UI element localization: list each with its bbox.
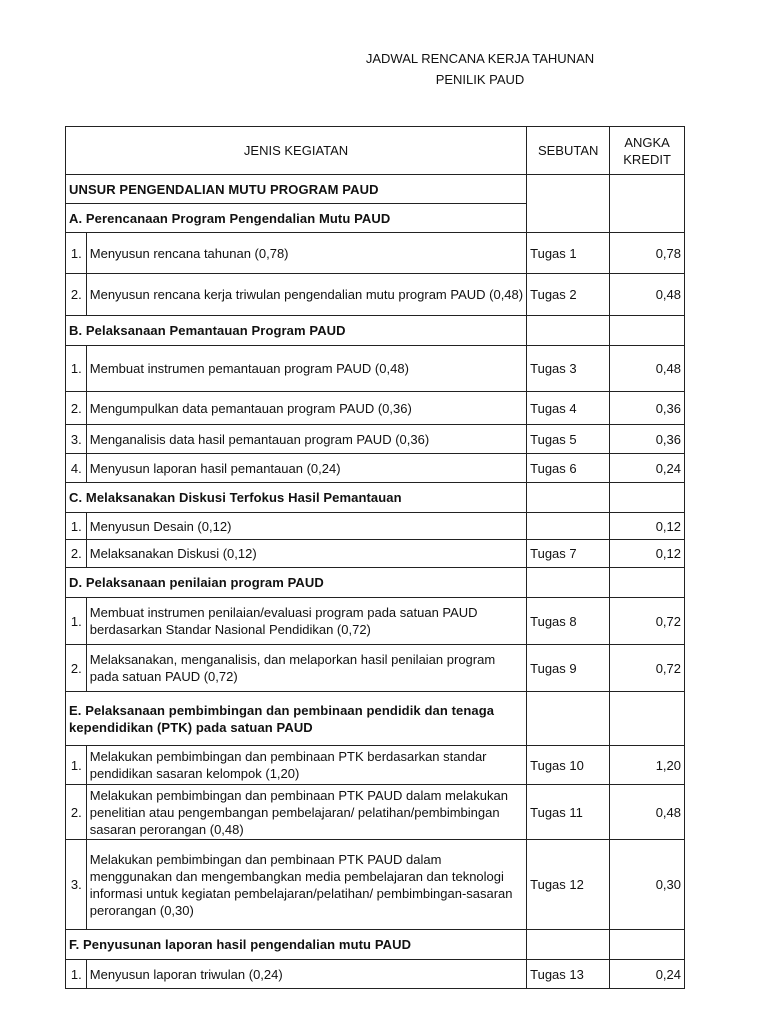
row-kegiatan: Membuat instrumen penilaian/evaluasi program pada satuan PAUD berdasarkan Standar Nasional Pendidikan (0,72)	[86, 598, 526, 645]
section-title: B. Pelaksanaan Pemantauan Program PAUD	[66, 316, 527, 346]
row-sebutan: Tugas 2	[527, 274, 610, 316]
unsur-kredit-empty	[610, 175, 685, 233]
row-angka-kredit: 0,48	[610, 274, 685, 316]
row-kegiatan: Melakukan pembimbingan dan pembinaan PTK PAUD dalam melakukan penelitian atau pengembangan pembelajaran/ pelatihan/pembimbingan sasaran perorangan (0,48)	[86, 785, 526, 840]
row-sebutan: Tugas 6	[527, 454, 610, 483]
row-number: 3.	[66, 840, 87, 930]
header-row	[66, 127, 685, 175]
row-angka-kredit: 0,30	[610, 840, 685, 930]
row-angka-kredit: 0,48	[610, 785, 685, 840]
header-angka-kredit: ANGKA KREDIT	[610, 127, 685, 175]
row-kegiatan: Melaksanakan Diskusi (0,12)	[86, 540, 526, 568]
section-title: C. Melaksanakan Diskusi Terfokus Hasil Pemantauan	[66, 483, 527, 513]
section-title: D. Pelaksanaan penilaian program PAUD	[66, 568, 527, 598]
row-angka-kredit: 0,36	[610, 425, 685, 454]
unsur-row	[66, 175, 685, 204]
section-kredit-empty	[610, 930, 685, 960]
table-row	[66, 960, 685, 989]
row-number: 2.	[66, 392, 87, 425]
row-number: 3.	[66, 425, 87, 454]
section-title: A. Perencanaan Program Pengendalian Mutu PAUD	[66, 204, 527, 233]
row-kegiatan: Mengumpulkan data pemantauan program PAUD (0,36)	[86, 392, 526, 425]
activity-table	[65, 126, 685, 989]
section-row	[66, 930, 685, 960]
document-subtitle: PENILIK PAUD	[435, 72, 525, 87]
row-number: 4.	[66, 454, 87, 483]
row-angka-kredit: 0,12	[610, 513, 685, 540]
row-sebutan: Tugas 9	[527, 645, 610, 692]
unsur-title: UNSUR PENGENDALIAN MUTU PROGRAM PAUD	[66, 175, 527, 204]
row-sebutan: Tugas 7	[527, 540, 610, 568]
row-kegiatan: Menyusun laporan triwulan (0,24)	[86, 960, 526, 989]
section-sebutan-empty	[527, 930, 610, 960]
row-kegiatan: Melaksanakan, menganalisis, dan melaporkan hasil penilaian program pada satuan PAUD (0,72)	[86, 645, 526, 692]
row-angka-kredit: 0,12	[610, 540, 685, 568]
table-row	[66, 598, 685, 645]
unsur-sebutan-empty	[527, 175, 610, 233]
table-row	[66, 645, 685, 692]
row-number: 1.	[66, 960, 87, 989]
table-row	[66, 840, 685, 930]
row-sebutan: Tugas 12	[527, 840, 610, 930]
row-sebutan: Tugas 3	[527, 346, 610, 392]
header-sebutan: SEBUTAN	[527, 127, 610, 175]
table-row	[66, 785, 685, 840]
row-kegiatan: Menganalisis data hasil pemantauan program PAUD (0,36)	[86, 425, 526, 454]
row-sebutan	[527, 513, 610, 540]
row-number: 1.	[66, 346, 87, 392]
row-number: 2.	[66, 540, 87, 568]
section-kredit-empty	[610, 316, 685, 346]
row-kegiatan: Menyusun Desain (0,12)	[86, 513, 526, 540]
row-sebutan: Tugas 11	[527, 785, 610, 840]
row-number: 1.	[66, 598, 87, 645]
row-angka-kredit: 0,78	[610, 233, 685, 274]
row-number: 1.	[66, 513, 87, 540]
row-number: 1.	[66, 746, 87, 785]
row-angka-kredit: 0,72	[610, 645, 685, 692]
row-sebutan: Tugas 8	[527, 598, 610, 645]
section-row	[66, 316, 685, 346]
section-title: F. Penyusunan laporan hasil pengendalian mutu PAUD	[66, 930, 527, 960]
row-angka-kredit: 1,20	[610, 746, 685, 785]
table-row	[66, 540, 685, 568]
table-row	[66, 746, 685, 785]
row-kegiatan: Membuat instrumen pemantauan program PAUD (0,48)	[86, 346, 526, 392]
section-row	[66, 692, 685, 746]
row-kegiatan: Menyusun rencana tahunan (0,78)	[86, 233, 526, 274]
row-angka-kredit: 0,36	[610, 392, 685, 425]
row-sebutan: Tugas 10	[527, 746, 610, 785]
section-sebutan-empty	[527, 483, 610, 513]
section-sebutan-empty	[527, 692, 610, 746]
table-row	[66, 454, 685, 483]
row-angka-kredit: 0,24	[610, 454, 685, 483]
row-kegiatan: Melakukan pembimbingan dan pembinaan PTK berdasarkan standar pendidikan sasaran kelompok (1,20)	[86, 746, 526, 785]
row-sebutan: Tugas 4	[527, 392, 610, 425]
row-number: 2.	[66, 785, 87, 840]
section-kredit-empty	[610, 483, 685, 513]
row-number: 2.	[66, 274, 87, 316]
table-row	[66, 233, 685, 274]
section-sebutan-empty	[527, 568, 610, 598]
table-row	[66, 425, 685, 454]
row-number: 2.	[66, 645, 87, 692]
section-kredit-empty	[610, 692, 685, 746]
row-kegiatan: Melakukan pembimbingan dan pembinaan PTK PAUD dalam menggunakan dan mengembangkan media pembelajaran dan teknologi informasi untuk kegiatan pembelajaran/pelatihan/ pembimbingan-sasaran perorangan (0,30)	[86, 840, 526, 930]
row-sebutan: Tugas 13	[527, 960, 610, 989]
row-number: 1.	[66, 233, 87, 274]
row-sebutan: Tugas 5	[527, 425, 610, 454]
section-row	[66, 568, 685, 598]
section-kredit-empty	[610, 568, 685, 598]
table-row	[66, 392, 685, 425]
row-angka-kredit: 0,72	[610, 598, 685, 645]
document-title: JADWAL RENCANA KERJA TAHUNAN	[365, 51, 595, 66]
row-angka-kredit: 0,24	[610, 960, 685, 989]
row-angka-kredit: 0,48	[610, 346, 685, 392]
section-title: E. Pelaksanaan pembimbingan dan pembinaan pendidik dan tenaga kependidikan (PTK) pada satuan PAUD	[66, 692, 527, 746]
row-kegiatan: Menyusun rencana kerja triwulan pengendalian mutu program PAUD (0,48)	[86, 274, 526, 316]
section-row	[66, 483, 685, 513]
table-row	[66, 346, 685, 392]
table-row	[66, 274, 685, 316]
row-kegiatan: Menyusun laporan hasil pemantauan (0,24)	[86, 454, 526, 483]
section-sebutan-empty	[527, 316, 610, 346]
table-row	[66, 513, 685, 540]
header-kegiatan: JENIS KEGIATAN	[66, 127, 527, 175]
row-sebutan: Tugas 1	[527, 233, 610, 274]
